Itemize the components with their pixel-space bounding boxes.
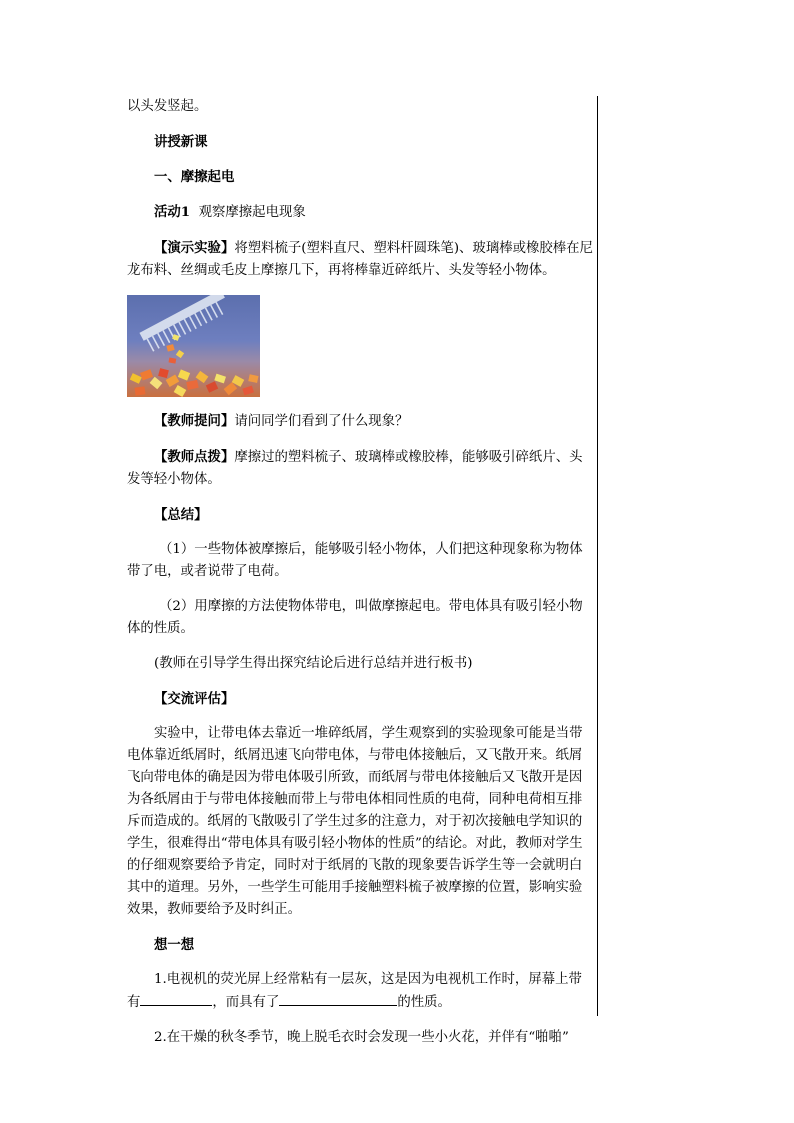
demo-paragraph <box>127 237 595 282</box>
activity-label: 活动1 <box>154 204 191 220</box>
comb-attracting-paper-image <box>127 295 260 397</box>
teacher-hint <box>127 446 595 491</box>
evaluation-tag: 【交流评估】 <box>154 691 235 707</box>
q1-blank-2[interactable] <box>279 991 397 1006</box>
heading-friction-electricity: 一、摩擦起电 <box>154 169 235 185</box>
q1-text-a: 1.电视机的荧光屏上经常粘有一层灰，这是因为电视机工作时，屏幕上带有 <box>127 972 582 1010</box>
activity-title: 观察摩擦起电现象 <box>198 205 306 220</box>
teacher-question <box>127 410 595 433</box>
teacher-hint-tag: 【教师点拨】 <box>154 449 235 465</box>
think-question-2: 2.在干燥的秋冬季节，晚上脱毛衣时会发现一些小火花，并伴有“啪啪” <box>154 1030 569 1045</box>
document-content <box>127 96 595 1049</box>
think-title: 想一想 <box>154 937 195 953</box>
teacher-question-text: 请问同学们看到了什么现象？ <box>234 414 409 429</box>
think-question-1 <box>127 969 595 1014</box>
section-title: 讲授新课 <box>154 134 208 150</box>
summary-point-2: （2）用摩擦的方法使物体带电，叫做摩擦起电。带电体具有吸引轻小物体的性质。 <box>127 599 583 636</box>
activity-line <box>127 201 595 224</box>
evaluation-text: 实验中，让带电体去靠近一堆碎纸屑，学生观察到的实验现象可能是当带电体靠近纸屑时，纸屑迅速飞向带电体，与带电体接触后，又飞散开来。纸屑飞向带电体的确是因为带电体吸引所致，而纸屑与带电体接触后又飞散开是因为各纸屑由于与带电体接触而带上与带电体相同性质的电荷，同种电荷相互排斥而造成的。纸屑的飞散吸引了学生过多的注意力，对于初次接触电学知识的学生，很难得出“带电体具有吸引轻小物体的性质”的结论。对此，教师对学生的仔细观察要给予肯定，同时对于纸屑的飞散的现象要告诉学生等一会就明白其中的道理。另外，一些学生可能用手接触塑料梳子被摩擦的位置，影响实验效果，教师要给予及时纠正。 <box>127 726 583 917</box>
q1-text-c: 的性质。 <box>397 995 451 1010</box>
teacher-question-tag: 【教师提问】 <box>154 413 235 429</box>
q1-text-b: ，而具有了 <box>212 995 280 1010</box>
summary-point-1: （1）一些物体被摩擦后，能够吸引轻小物体，人们把这种现象称为物体带了电，或者说带了电荷。 <box>127 542 583 579</box>
margin-rule <box>597 96 598 1016</box>
summary-tag: 【总结】 <box>154 507 208 523</box>
summary-note: (教师在引导学生得出探究结论后进行总结并进行板书) <box>154 656 473 671</box>
intro-line: 以头发竖起。 <box>127 99 208 114</box>
q1-blank-1[interactable] <box>140 991 212 1006</box>
teacher-hint-text: 摩擦过的塑料梳子、玻璃棒或橡胶棒，能够吸引碎纸片、头发等轻小物体。 <box>127 450 583 487</box>
demo-text: 将塑料梳子(塑料直尺、塑料杆圆珠笔)、玻璃棒或橡胶棒在尼龙布料、丝绸或毛皮上摩擦几下，再将棒靠近碎纸片、头发等轻小物体。 <box>127 241 593 278</box>
demo-tag: 【演示实验】 <box>154 240 235 256</box>
